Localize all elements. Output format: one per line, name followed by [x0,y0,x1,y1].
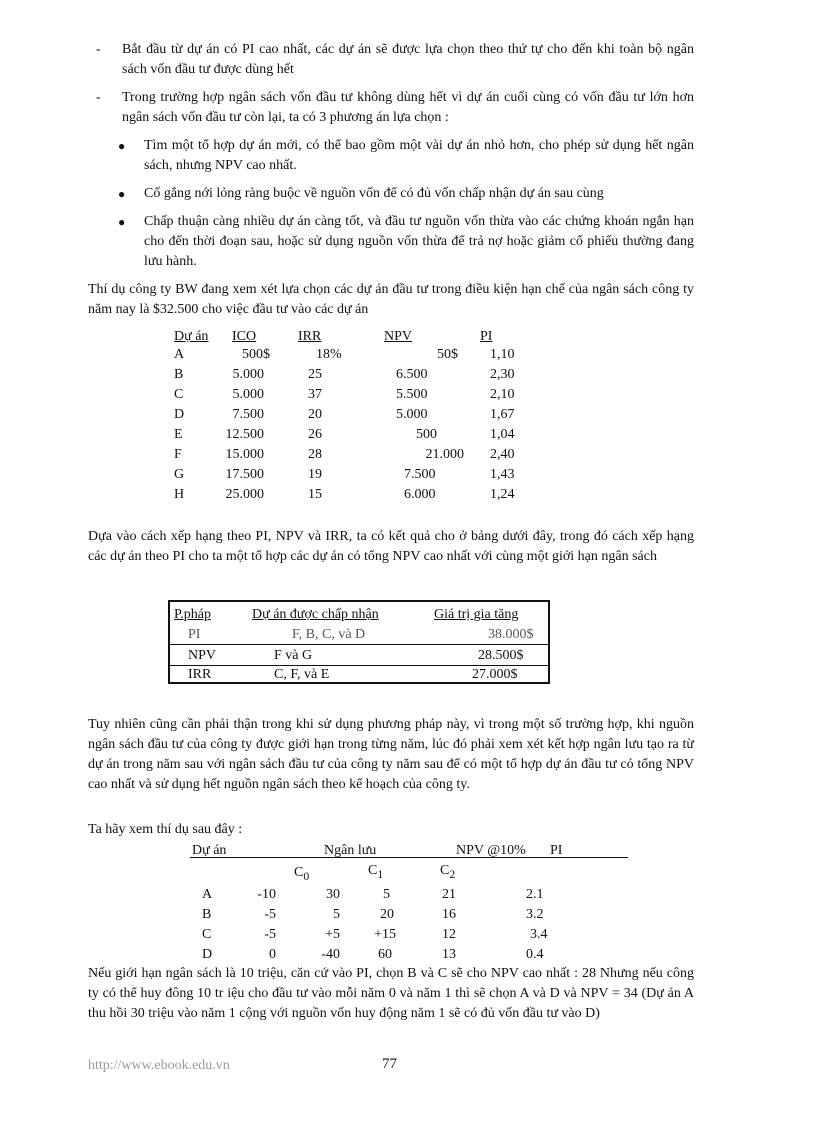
table-cell: 2,40 [490,447,515,462]
bullet-dot-icon: ● [118,215,126,229]
table-cell: 20 [308,407,322,422]
table-cell: 5.000 [232,387,264,402]
table-header: Ngân lưu [324,843,377,858]
header-rule [190,857,628,858]
table-header: P.pháp [174,607,211,622]
table-cell: NPV [188,648,217,663]
table-cell: G [174,467,185,482]
column-header-c2: $C_2$ [440,863,456,881]
table-cell: 19 [308,467,322,482]
table-cell: H [174,487,185,502]
bullet-dot-icon: ● [118,139,126,153]
table-cell: 2,10 [490,387,515,402]
table-cell: -10 [257,887,276,902]
table-cell: 6.000 [404,487,436,502]
table-cell: 16 [442,907,456,922]
table-cell: 17.500 [225,467,264,482]
table-cell: 1,04 [490,427,515,442]
table-cell: 5.000 [232,367,264,382]
table-cell: PI [188,627,201,642]
table-cell: 500 [416,427,437,442]
paragraph-conclusion: Nếu giới hạn ngân sách là 10 triệu, căn cứ vào PI, chọn B và C sẽ cho NPV cao nhất : 28 Nhưng nếu công ty có thể huy đông 10 tr iệu cho đầu tư vào mỗi năm 0 và năm 1 thì sẽ chọn A và D và NPV = 34 (Dự án A thu hồi 30 triệu vào năm 1 cộng với nguồn vốn huy động năm 1 sẽ có đủ vốn đầu tư vào D) [88,966,694,1021]
table-cell: A [174,347,185,362]
table-header: Dự án [174,329,209,344]
table-cell: -40 [321,947,340,962]
ranking-results-table [168,600,550,684]
table-cell: 12.500 [225,427,264,442]
table-cell: 28.500$ [478,648,524,663]
table-header: NPV [384,329,413,344]
table-cell: 2.1 [526,887,544,902]
table-cell: B [174,367,184,382]
page-number: 77 [382,1056,397,1072]
table-cell: 1,10 [490,347,515,362]
table-cell: 30 [326,887,340,902]
table-cell: 60 [378,947,392,962]
table-cell: B [202,907,212,922]
table-cell: 3.2 [526,907,544,922]
table-cell: 15.000 [225,447,264,462]
table-cell: 21.000 [425,447,464,462]
table-cell: A [202,887,213,902]
table-cell: C, F, và E [274,667,330,682]
table-cell: 26 [308,427,322,442]
table-cell: E [174,427,183,442]
dash-item-text: Bắt đầu từ dự án có PI cao nhất, các dự án sẽ được lựa chọn theo thứ tự cho đến khi toàn bộ ngân sách vốn đầu tư được dùng hết [122,42,694,77]
table-cell: 0 [269,947,276,962]
footer-url[interactable]: http://www.ebook.edu.vn [88,1058,230,1073]
table-header: PI [480,329,493,344]
bullet-item-2 [118,184,694,204]
paragraph-example-intro: Ta hãy xem thí dụ sau đây : [88,822,243,837]
table-cell: 7.500 [232,407,264,422]
table-cell: F [174,447,182,462]
table-cell: 28 [308,447,322,462]
table-cell: 38.000$ [488,627,534,642]
table-cell: 500$ [242,347,270,362]
table-cell: -5 [264,907,276,922]
bullet-dot-icon: ● [118,187,126,201]
table-header: ICO [232,329,257,344]
table-cell: -5 [264,927,276,942]
table-cell: 5 [383,887,390,902]
paragraph-caution: Tuy nhiên cũng cần phải thận trong khi sử dụng phương pháp này, vì trong một số trường hợp, khi nguồn ngân sách đầu tư của công ty được giới hạn trong từng năm, lúc đó phải xem xét kết hợp ngân lưu tạo ra từ dự án trong năm sau với ngân sách đầu tư của công ty năm sau để có một tổ hợp dự án đầu tư có tổng NPV cao nhất và sử dụng hết nguồn ngân sách theo kế hoạch của công ty. [88,717,694,792]
table-cell: 5 [333,907,340,922]
table-cell: 1,24 [490,487,515,502]
bullet-item-3 [118,212,694,272]
table-cell: 15 [308,487,322,502]
table-header: Dự án [192,843,227,858]
bullet-item-text: Cố gắng nới lỏng ràng buộc về nguồn vốn để có đủ vốn chấp nhận dự án sau cùng [144,186,604,201]
table-cell: 5.000 [396,407,428,422]
column-header-c1: $C_1$ [368,863,384,881]
table-header: PI [550,843,563,858]
table-cell: 7.500 [404,467,436,482]
table-cell: 27.000$ [472,667,518,682]
table-header: Dự án được chấp nhận [252,607,379,622]
paragraph-intro: Thí dụ công ty BW đang xem xét lựa chọn các dự án đầu tư trong điều kiện hạn chế của ngân sách công ty năm nay là $32.500 cho việc đầu tư vào các dự án [88,282,694,317]
table-cell: 2,30 [490,367,515,382]
table-header: NPV @10% [456,843,526,858]
bullet-item-text: Chấp thuận càng nhiều dự án càng tốt, và đầu tư nguồn vốn thừa vào các chứng khoán ngắn hạn cho đến thời đoạn sau, hoặc sử dụng nguồn vốn thừa để trả nợ hoặc giảm cổ phiếu thường đang lưu hành. [144,214,694,269]
table-cell: 3.4 [530,927,548,942]
table-cell: 18% [316,347,342,362]
dash-item-1 [96,40,694,80]
table-cell: 6.500 [396,367,428,382]
table-cell: 50$ [437,347,458,362]
table-cell: +5 [325,927,340,942]
column-header-c0: $C_0$ [294,865,310,883]
table-cell: 0.4 [526,947,544,962]
table-cell: 25 [308,367,322,382]
row-divider [170,644,548,645]
table-cell: F và G [274,648,313,663]
bullet-item-1 [118,136,694,176]
dash-item-text: Trong trường hợp ngân sách vốn đầu tư không dùng hết vì dự án cuối cùng có vốn đầu tư lớn hơn ngân sách vốn đầu tư còn lại, ta có 3 phương án lựa chọn : [122,90,694,125]
table-cell: 1,67 [490,407,515,422]
table-cell: C [174,387,184,402]
bullet-item-text: Tìm một tổ hợp dự án mới, có thể bao gồm một vài dự án nhỏ hơn, cho phép sử dụng hết ngân sách, nhưng NPV cao nhất. [144,138,694,173]
table-cell: IRR [188,667,212,682]
table-cell: 21 [442,887,456,902]
paragraph-ranking: Dựa vào cách xếp hạng theo PI, NPV và IRR, ta có kết quả cho ở bảng dưới đây, trong đó cách xếp hạng các dự án theo PI cho ta một tổ hợp các dự án có tổng NPV cao nhất với cùng một giới hạn ngân sách [88,529,694,564]
table-cell: C [202,927,212,942]
table-cell: 25.000 [225,487,264,502]
table-cell: 37 [308,387,322,402]
table-header: Giá trị gia tăng [434,607,519,622]
table-cell: 13 [442,947,456,962]
table-cell: D [174,407,185,422]
table-cell: +15 [374,927,396,942]
table-cell: 12 [442,927,456,942]
table-cell: F, B, C, và D [292,627,366,642]
table-cell: 20 [380,907,394,922]
table-cell: 5.500 [396,387,428,402]
table-cell: D [202,947,213,962]
dash-marker: - [96,42,101,57]
table-header: IRR [298,329,322,344]
table-cell: 1,43 [490,467,515,482]
dash-item-2 [96,88,694,128]
dash-marker: - [96,90,101,105]
